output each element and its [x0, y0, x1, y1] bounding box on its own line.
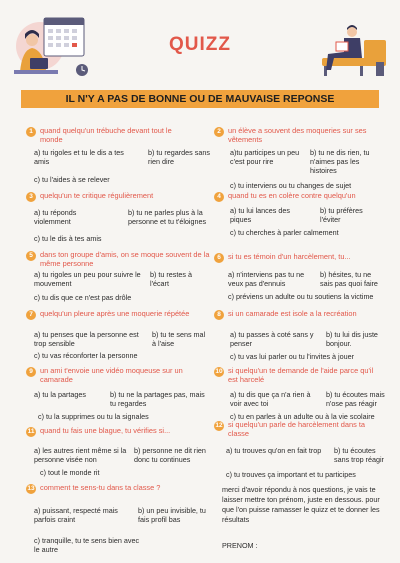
- question-number: 3: [26, 192, 36, 202]
- answer-c[interactable]: c) tu interviens ou tu changes de sujet: [230, 181, 352, 190]
- answer-c[interactable]: c) tranquille, tu te sens bien avec le autre: [34, 536, 140, 554]
- answer-b[interactable]: b) tu regardes sans rien dire: [148, 148, 210, 166]
- answer-a[interactable]: a)tu participes un peu c'est pour rire: [230, 148, 300, 166]
- question-10: [214, 366, 384, 384]
- answer-a[interactable]: a) tu dis que ça n'a rien à voir avec toi: [230, 390, 311, 408]
- question-6: [214, 252, 384, 263]
- answer-c[interactable]: c) tu trouves ça important et tu participes: [226, 470, 356, 479]
- question-number: 7: [26, 310, 36, 320]
- question-12: [214, 420, 384, 438]
- question-11: [26, 426, 210, 437]
- question-text: un ami t'envoie une vidéo moqueuse sur un camarade: [40, 366, 183, 384]
- question-text: quelqu'un te critique régulièrement: [40, 191, 154, 200]
- question-text: quand tu es en colère contre quelqu'un: [228, 191, 356, 200]
- question-number: 8: [214, 310, 224, 320]
- answer-a[interactable]: a) tu trouves qu'on en fait trop: [226, 446, 322, 455]
- question-text: si un camarade est isole a la recréation: [228, 309, 357, 318]
- answer-b[interactable]: b) tu lui dis juste bonjour.: [326, 330, 378, 348]
- question-9: [26, 366, 196, 384]
- question-text: quelqu'un pleure après une moquerie répétée: [40, 309, 190, 318]
- question-text: un élève a souvent des moqueries sur ses vêtements: [228, 126, 367, 144]
- banner: IL N'Y A PAS DE BONNE OU DE MAUVAISE REPONSE: [21, 90, 379, 108]
- answer-a[interactable]: a) puissant, respecté mais parfois craint: [34, 506, 118, 524]
- question-4: [214, 191, 384, 202]
- question-text: comment te sens-tu dans ta classe ?: [40, 483, 161, 492]
- question-number: 1: [26, 127, 36, 137]
- question-text: dans ton groupe d'amis, on se moque souvent de la même personne: [40, 250, 210, 268]
- answer-b[interactable]: b) personne ne dit rien donc tu continues: [134, 446, 206, 464]
- question-number: 12: [215, 422, 223, 429]
- answer-a[interactable]: a) tu penses que la personne est trop sensible: [34, 330, 139, 348]
- answer-a[interactable]: a) n'interviens pas tu ne veux pas d'ennuis: [228, 270, 305, 288]
- answer-c[interactable]: c) tu le dis à tes amis: [34, 234, 102, 243]
- answer-a[interactable]: a) les autres rient même si la personne visée non: [34, 446, 127, 464]
- question-text: si tu es témoin d'un harcèlement, tu...: [228, 252, 351, 261]
- question-text: quand tu fais une blague, tu vérifies si...: [40, 426, 171, 435]
- answer-b[interactable]: b) tu préfères l'éviter: [320, 206, 363, 224]
- answer-c[interactable]: c) tu dis que ce n'est pas drôle: [34, 293, 132, 302]
- answer-b[interactable]: b) tu ne la partages pas, mais tu regardes: [110, 390, 205, 408]
- question-text: quand quelqu'un trébuche devant tout le monde: [40, 126, 172, 144]
- page-title: QUIZZ: [169, 34, 231, 55]
- question-7: [26, 309, 210, 320]
- answer-c[interactable]: c) tu vas lui parler ou tu l'invites à jouer: [230, 352, 355, 361]
- question-number: 9: [26, 367, 36, 377]
- answer-c[interactable]: c) tu en parles à un adulte ou à la vie scolaire: [230, 412, 375, 421]
- question-8: [214, 309, 384, 320]
- answer-c[interactable]: c) tu cherches à parler calmement: [230, 228, 339, 237]
- question-number: 2: [214, 127, 224, 137]
- answer-a[interactable]: a) tu passes à coté sans y penser: [230, 330, 314, 348]
- answer-c[interactable]: c) tu l'aides à se relever: [34, 175, 110, 184]
- answer-a[interactable]: a) tu rigoles et tu le dis a tes amis: [34, 148, 124, 166]
- answer-b[interactable]: b) hésites, tu ne sais pas quoi faire: [320, 270, 378, 288]
- answer-b[interactable]: b) tu restes à l'écart: [150, 270, 192, 288]
- question-number: 11: [27, 428, 35, 435]
- question-5: [26, 250, 210, 268]
- answer-c[interactable]: c) tu la supprimes ou tu la signales: [38, 412, 149, 421]
- answer-c[interactable]: c) tout le monde rit: [40, 468, 100, 477]
- question-number: 4: [214, 192, 224, 202]
- question-number: 6: [214, 253, 224, 263]
- answer-a[interactable]: a) tu la partages: [34, 390, 86, 399]
- answer-c[interactable]: c) préviens un adulte ou tu soutiens la victime: [228, 292, 374, 301]
- answer-b[interactable]: b) tu écoutes mais n'ose pas réagir: [326, 390, 385, 408]
- question-2: [214, 126, 374, 144]
- answer-b[interactable]: b) un peu invisible, tu fais profil bas: [138, 506, 206, 524]
- answer-a[interactable]: a) tu lui lances des piques: [230, 206, 290, 224]
- closing-message: merci d'avoir répondu à nos questions, je vais te laisser mettre ton prénom, juste en dessous. pour que l'on puisse ramasser le quizz et te donner les résultats: [222, 485, 380, 524]
- answer-b[interactable]: b) tu ne dis rien, tu n'aimes pas les histoires: [310, 148, 370, 175]
- answer-a[interactable]: a) tu réponds violemment: [34, 208, 77, 226]
- answer-b[interactable]: b) tu te sens mal à l'aise: [152, 330, 206, 348]
- question-13: [26, 483, 210, 494]
- answer-b[interactable]: b) tu ne parles plus à la personne et tu t'éloignes: [128, 208, 207, 226]
- answer-a[interactable]: a) tu rigoles un peu pour suivre le mouvement: [34, 270, 141, 288]
- question-text: si quelqu'un te demande de l'aide parce qu'il est harcelé: [228, 366, 374, 384]
- question-3: [26, 191, 196, 202]
- question-1: [26, 126, 196, 144]
- answer-c[interactable]: c) tu vas réconforter la personne: [34, 351, 138, 360]
- question-number: 13: [27, 485, 35, 492]
- prenom-label: PRENOM :: [222, 541, 258, 550]
- answer-b[interactable]: b) tu écoutes sans trop réagir: [334, 446, 384, 464]
- question-number: 10: [215, 368, 223, 375]
- question-text: si quelqu'un parle de harcèlement dans ta classe: [228, 420, 365, 438]
- question-number: 5: [26, 251, 36, 261]
